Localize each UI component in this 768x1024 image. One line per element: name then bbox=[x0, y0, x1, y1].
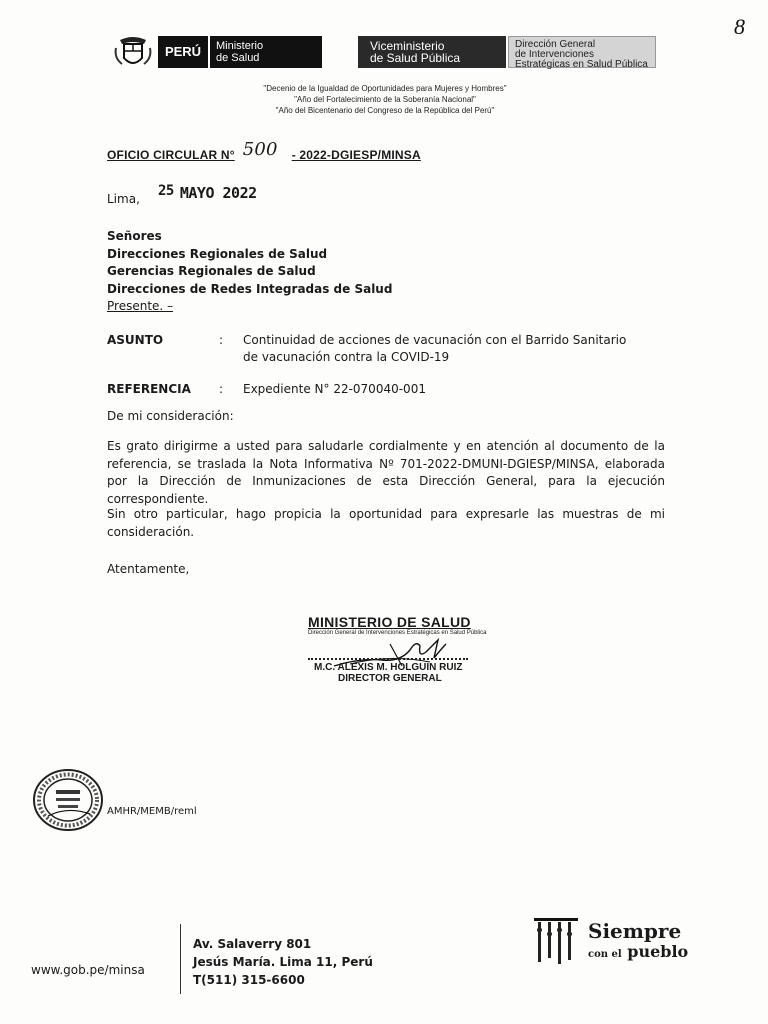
decenio-line1: "Decenio de la Igualdad de Oportunidades para Mujeres y Hombres" bbox=[263, 84, 507, 93]
asunto-label: ASUNTO bbox=[107, 333, 164, 347]
round-seal-icon bbox=[32, 768, 104, 832]
stamp-title: MINISTERIO DE SALUD bbox=[308, 614, 471, 630]
ministerio-line1: Ministerio bbox=[216, 40, 264, 52]
direccion-general-bar bbox=[508, 36, 656, 68]
oficio-suffix: - 2022-DGIESP/MINSA bbox=[291, 148, 421, 162]
recipients-block bbox=[107, 228, 392, 316]
ministerio-label bbox=[216, 40, 263, 64]
address-line-2: Jesús María. Lima 11, Perú bbox=[193, 955, 373, 969]
date-stamp bbox=[158, 184, 257, 202]
place-label: Lima, bbox=[107, 192, 140, 206]
consideracion-line: De mi consideración: bbox=[107, 409, 234, 423]
footer-divider bbox=[180, 924, 181, 994]
decenio-line3: "Año del Bicentenario del Congreso de la República del Perú" bbox=[275, 106, 495, 115]
closing-line: Atentamente, bbox=[107, 562, 190, 576]
con-el-text: con el bbox=[588, 949, 622, 960]
recipient-2: Gerencias Regionales de Salud bbox=[107, 264, 316, 278]
date-day: 25 bbox=[158, 183, 174, 199]
oficio-number-handwritten: 500 bbox=[242, 139, 278, 160]
oficio-prefix: OFICIO CIRCULAR N° bbox=[107, 148, 235, 162]
institutional-header bbox=[112, 34, 656, 70]
signer-block bbox=[314, 662, 463, 684]
siempre-con-el-pueblo-logo-icon bbox=[534, 916, 578, 966]
recipients-greeting: Señores bbox=[107, 229, 162, 243]
decenio-line2: "Año del Fortalecimiento de la Soberanía Nacional" bbox=[294, 95, 476, 104]
signer-title: DIRECTOR GENERAL bbox=[338, 673, 442, 684]
signer-name: M.C. ALEXIS M. HOLGUIN RUIZ bbox=[314, 662, 463, 673]
bar-separator bbox=[208, 36, 210, 68]
siempre-slogan: Siempre bbox=[588, 919, 682, 943]
peru-label: PERÚ bbox=[164, 44, 202, 59]
asunto-value: Continuidad de acciones de vacunación con el Barrido Sanitario de vacunación contra la COVID-19 bbox=[243, 333, 627, 364]
page-number: 8 bbox=[734, 14, 745, 39]
recipient-3: Direcciones de Redes Integradas de Salud bbox=[107, 281, 393, 296]
dg-line3: Estratégicas en Salud Pública bbox=[515, 59, 648, 70]
presente-label: Presente. – bbox=[107, 299, 174, 313]
vice-line2: de Salud Pública bbox=[370, 51, 461, 65]
decenio-lines bbox=[170, 83, 600, 116]
referencia-value: Expediente N° 22-070040-001 bbox=[243, 382, 426, 396]
ministerio-line2: de Salud bbox=[216, 52, 260, 64]
footer-address bbox=[193, 935, 373, 989]
date-month-year: MAYO 2022 bbox=[179, 184, 257, 202]
asunto-colon: : bbox=[219, 333, 224, 347]
con-el-pueblo-slogan bbox=[588, 942, 688, 961]
body-paragraph-1: Es grato dirigirme a usted para saludarle cordialmente y en atención al documento de la referencia, se traslada la Nota Informativa Nº 701-2022-DMUNI-DGIESP/MINSA, elaborada por la Dirección de Inmunizaciones de esta Dirección General, para la ejecución correspondiente. bbox=[107, 439, 665, 506]
dg-line1: Dirección General bbox=[515, 39, 596, 50]
referencia-label: REFERENCIA bbox=[107, 382, 191, 396]
recipient-1: Direcciones Regionales de Salud bbox=[107, 246, 328, 261]
viceministerio-label bbox=[370, 40, 460, 64]
footer-website-link[interactable]: www.gob.pe/minsa bbox=[31, 963, 145, 977]
reference-initials: AMHR/MEMB/reml bbox=[107, 806, 197, 817]
peru-ministerio-bar bbox=[158, 36, 322, 68]
direccion-general-label bbox=[515, 40, 648, 70]
viceministerio-bar bbox=[358, 36, 506, 68]
signature-stamp bbox=[308, 614, 487, 637]
referencia-colon: : bbox=[219, 382, 224, 396]
vice-line1: Viceministerio bbox=[370, 39, 445, 53]
body-paragraph-2: Sin otro particular, hago propicia la oportunidad para expresarle las muestras de mi consideración. bbox=[107, 507, 665, 539]
address-line-1: Av. Salaverry 801 bbox=[193, 937, 312, 951]
signature-dotted-line bbox=[308, 658, 468, 660]
stamp-subtitle: Dirección General de Intervenciones Estratégicas en Salud Pública bbox=[308, 630, 487, 636]
pueblo-text: pueblo bbox=[627, 942, 689, 961]
dg-line2: de Intervenciones bbox=[515, 49, 594, 60]
peru-coat-of-arms-icon bbox=[112, 34, 154, 70]
address-phone: T(511) 315-6600 bbox=[193, 973, 305, 987]
oficio-title bbox=[107, 139, 421, 164]
